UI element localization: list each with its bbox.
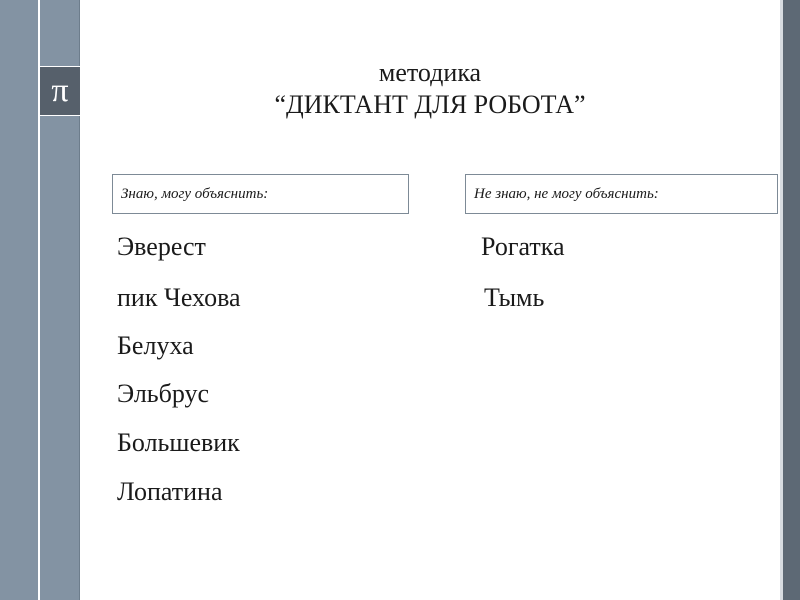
pi-symbol: π <box>51 72 69 109</box>
known-word: Эльбрус <box>117 379 210 408</box>
title-line-1: методика <box>378 58 482 87</box>
unknown-word: Тымь <box>484 283 545 312</box>
known-word: пик Чехова <box>117 283 241 312</box>
known-word: Большевик <box>117 428 240 457</box>
right-band-dark <box>783 0 800 600</box>
left-sidebar-band <box>0 0 38 600</box>
title-line-2: “ДИКТАНТ ДЛЯ РОБОТА” <box>274 90 586 119</box>
known-header-label: Знаю, могу объяснить: <box>121 185 269 202</box>
known-word: Эверест <box>117 232 206 261</box>
unknown-header-box <box>465 174 778 214</box>
unknown-header-label: Не знаю, не могу объяснить: <box>474 185 659 202</box>
unknown-word: Рогатка <box>481 232 565 261</box>
pi-icon <box>40 66 80 116</box>
known-word: Лопатина <box>117 477 223 506</box>
known-word: Белуха <box>117 331 194 360</box>
known-header-box <box>112 174 409 214</box>
